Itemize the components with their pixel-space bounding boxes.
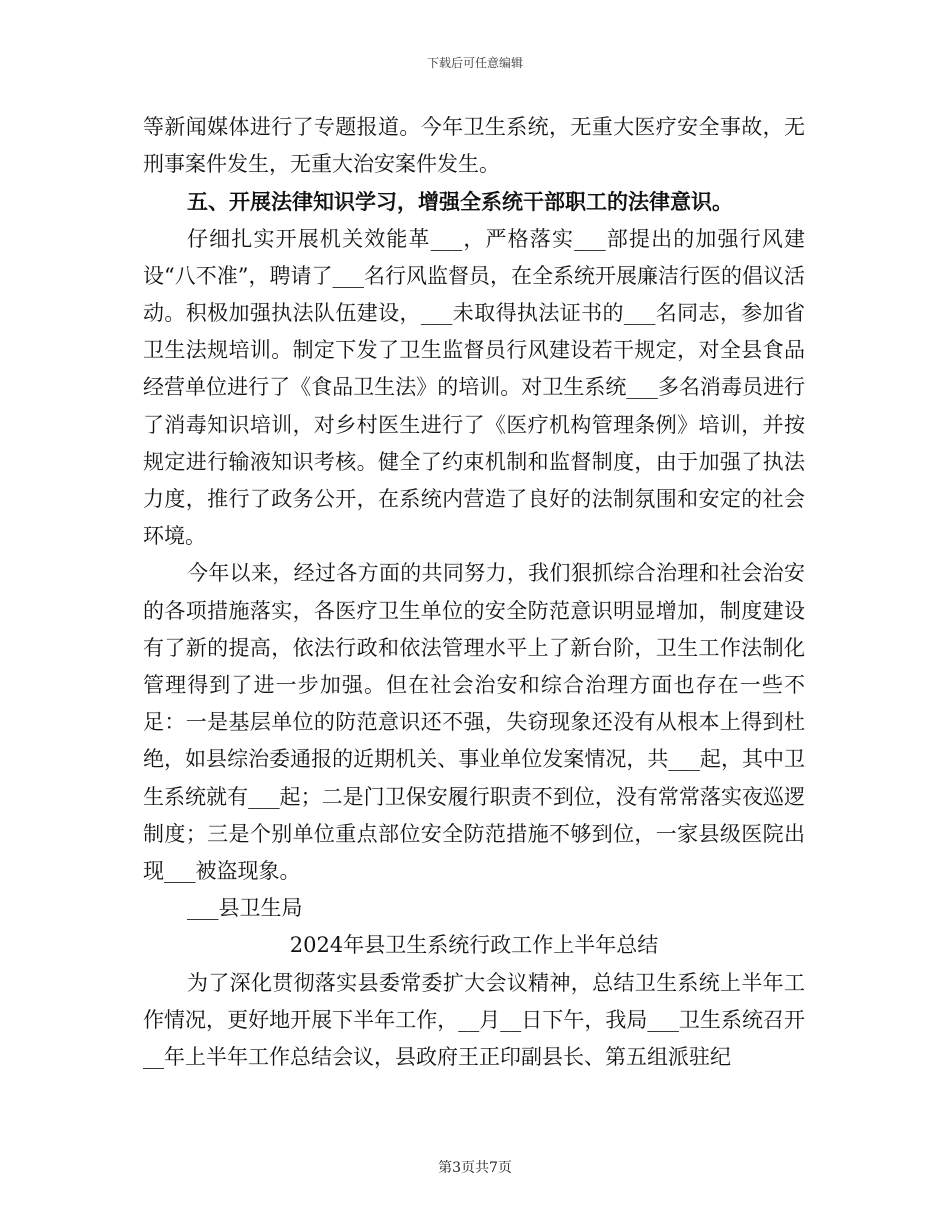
paragraph-intro: 为了深化贯彻落实县委常委扩大会议精神，总结卫生系统上半年工作情况，更好地开展下半年工作，__月__日下午，我局___卫生系统召开__年上半年工作总结会议，县政府王正印副县长、第五组派驻纪 — [143, 970, 805, 1070]
section-heading-5: 五、开展法律知识学习，增强全系统干部职工的法律意识。 — [187, 189, 733, 215]
paragraph-summary: 今年以来，经过各方面的共同努力，我们狠抓综合治理和社会治安的各项措施落实，各医疗卫生单位的安全防范意识明显增加，制度建设有了新的提高，依法行政和依法管理水平上了新台阶，卫生工作法制化管理得到了进一步加强。但在社会治安和综合治理方面也存在一些不足：一是基层单位的防范意识还不强，失窃现象还没有从根本上得到杜绝，如县综治委通报的近期机关、事业单位发案情况，共___起，其中卫生系统就有___起；二是门卫保安履行职责不到位，没有常常落实夜巡逻制度；三是个别单位重点部位安全防范措施不够到位，一家县级医院出现___被盗现象。 — [143, 561, 805, 884]
paragraph-training: 仔细扎实开展机关效能革___，严格落实___部提出的加强行风建设“八不准”，聘请了___名行风监督员，在全系统开展廉洁行医的倡议活动。积极加强执法队伍建设，___未取得执法证书的___名同志，参加省卫生法规培训。制定下发了卫生监督员行风建设若干规定，对全县食品经营单位进行了《食品卫生法》的培训。对卫生系统___多名消毒员进行了消毒知识培训，对乡村医生进行了《医疗机构管理条例》培训，并按规定进行输液知识考核。健全了约束机制和监督制度，由于加强了执法力度，推行了政务公开，在系统内营造了良好的法制氛围和安定的社会环境。 — [143, 226, 805, 549]
paragraph-continuation: 等新闻媒体进行了专题报道。今年卫生系统，无重大医疗安全事故，无刑事案件发生，无重大治安案件发生。 — [143, 115, 805, 177]
signature-line: ___县卫生局 — [187, 896, 303, 921]
document-title: 2024年县卫生系统行政工作上半年总结 — [289, 933, 659, 958]
page-footer: 第3页共7页 — [438, 1160, 512, 1176]
page-header: 下载后可任意编辑 — [426, 56, 523, 70]
document-body — [143, 109, 805, 1076]
